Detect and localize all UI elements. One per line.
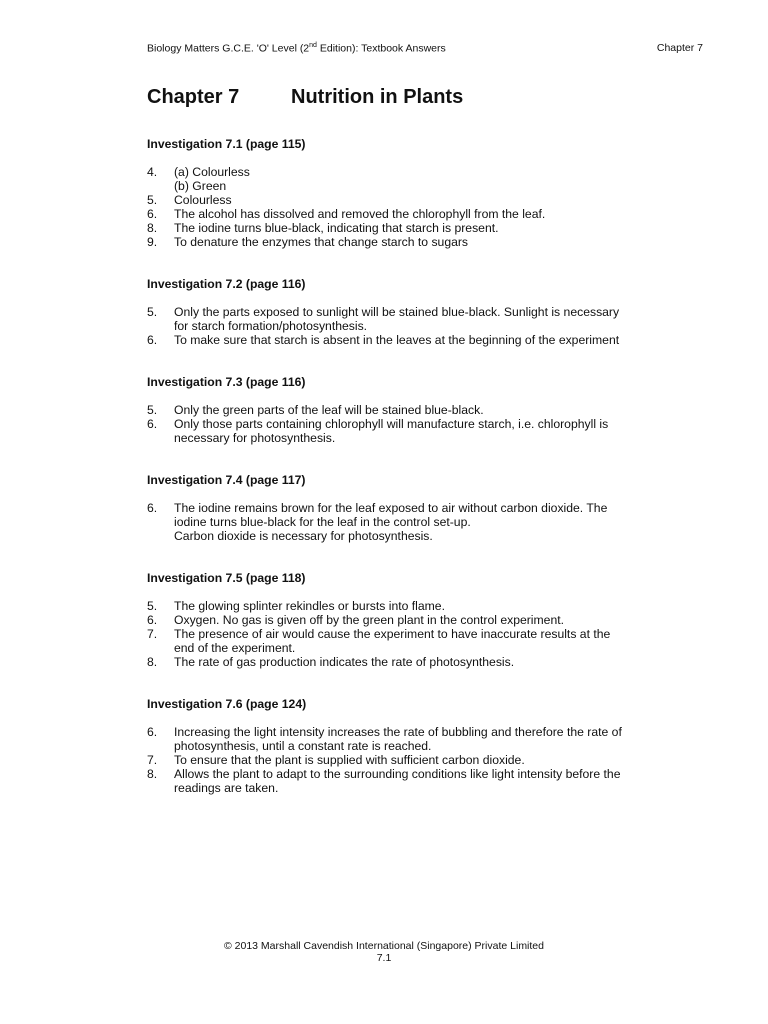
answer-line: The glowing splinter rekindles or bursts into flame. [174, 599, 445, 613]
answer-text [174, 207, 657, 221]
answer-line: (a) Colourless [174, 165, 250, 179]
answer-line: To make sure that starch is absent in the leaves at the beginning of the experiment [174, 333, 620, 347]
answer-number: 5. [147, 193, 158, 207]
answer-line: Oxygen. No gas is given off by the green plant in the control experiment. [174, 613, 564, 627]
answer-text [174, 235, 657, 249]
answer-line: Only the parts exposed to sunlight will be stained blue-black. Sunlight is necessary [174, 305, 620, 319]
answer-text [174, 725, 657, 753]
answer-text [174, 305, 657, 333]
answer-number: 7. [147, 627, 158, 641]
copyright-notice: © 2013 Marshall Cavendish International (Singapore) Private Limited [224, 940, 544, 952]
answer-number: 7. [147, 753, 158, 767]
answer-line: Colourless [174, 193, 232, 207]
answer-line: The iodine turns blue-black, indicating that starch is present. [174, 221, 499, 235]
answer-number: 6. [147, 207, 158, 221]
answer-item [147, 501, 657, 543]
answer-line: Carbon dioxide is necessary for photosynthesis. [174, 529, 433, 543]
header-chapter: Chapter 7 [656, 42, 703, 54]
section-heading: Investigation 7.3 (page 116) [147, 375, 306, 389]
section-heading: Investigation 7.1 (page 115) [147, 137, 306, 151]
answer-line: The rate of gas production indicates the rate of photosynthesis. [174, 655, 515, 669]
answer-line: The iodine remains brown for the leaf exposed to air without carbon dioxide. The [174, 501, 608, 515]
answer-number: 9. [147, 235, 158, 249]
answer-text [174, 221, 657, 235]
answer-line: for starch formation/photosynthesis. [174, 319, 368, 333]
answer-number: 8. [147, 655, 158, 669]
page-title [147, 86, 463, 109]
answer-line: Allows the plant to adapt to the surrounding conditions like light intensity before the [174, 767, 621, 781]
answer-item [147, 613, 657, 627]
answers-body [147, 137, 657, 823]
answer-item [147, 753, 657, 767]
answer-item [147, 417, 657, 445]
page-number: 7.1 [376, 952, 392, 964]
answer-text [174, 403, 657, 417]
section-heading: Investigation 7.6 (page 124) [147, 697, 307, 711]
answer-line: To denature the enzymes that change starch to sugars [174, 235, 469, 249]
answer-line: photosynthesis, until a constant rate is reached. [174, 739, 432, 753]
answer-line: The alcohol has dissolved and removed the chlorophyll from the leaf. [174, 207, 546, 221]
answer-line: readings are taken. [174, 781, 279, 795]
answer-number: 6. [147, 333, 158, 347]
footer [0, 940, 768, 964]
running-header [147, 42, 446, 55]
answer-number: 6. [147, 501, 158, 515]
answer-item [147, 599, 657, 613]
investigation-section [147, 697, 657, 795]
answer-item [147, 207, 657, 221]
investigation-section [147, 571, 657, 669]
investigation-section [147, 375, 657, 445]
answer-item [147, 725, 657, 753]
answer-item [147, 305, 657, 333]
answer-text [174, 193, 657, 207]
answer-text [174, 613, 657, 627]
answer-number: 5. [147, 403, 158, 417]
investigation-section [147, 137, 657, 249]
answer-item [147, 165, 657, 193]
answer-text [174, 599, 657, 613]
answer-item [147, 627, 657, 655]
answer-line: end of the experiment. [174, 641, 296, 655]
answer-line: Only the green parts of the leaf will be stained blue-black. [174, 403, 484, 417]
investigation-section [147, 473, 657, 543]
answer-text [174, 655, 657, 669]
answer-number: 6. [147, 417, 158, 431]
answer-text [174, 501, 657, 543]
chapter-name: Nutrition in Plants [291, 86, 464, 108]
investigation-section [147, 277, 657, 347]
section-heading: Investigation 7.4 (page 117) [147, 473, 306, 487]
answer-line: iodine turns blue-black for the leaf in the control set-up. [174, 515, 471, 529]
answer-text [174, 767, 657, 795]
answer-text [174, 627, 657, 655]
answer-number: 5. [147, 305, 158, 319]
answer-number: 5. [147, 599, 158, 613]
answer-item [147, 193, 657, 207]
answer-item [147, 333, 657, 347]
answer-item [147, 235, 657, 249]
section-heading: Investigation 7.5 (page 118) [147, 571, 306, 585]
answer-number: 6. [147, 725, 158, 739]
answer-line: necessary for photosynthesis. [174, 431, 336, 445]
answer-text [174, 417, 657, 445]
section-heading: Investigation 7.2 (page 116) [147, 277, 306, 291]
header-superscript: nd [309, 42, 317, 49]
answer-item [147, 221, 657, 235]
answer-text [174, 333, 657, 347]
answer-item [147, 767, 657, 795]
answer-item [147, 655, 657, 669]
header-text: Biology Matters G.C.E. 'O' Level (2 [147, 42, 310, 55]
answer-line: The presence of air would cause the experiment to have inaccurate results at the [174, 627, 611, 641]
answer-number: 6. [147, 613, 158, 627]
header-text-end: Edition): Textbook Answers [316, 42, 446, 55]
answer-line: Only those parts containing chlorophyll will manufacture starch, i.e. chlorophyll is [174, 417, 609, 431]
answer-line: To ensure that the plant is supplied with sufficient carbon dioxide. [174, 753, 525, 767]
answer-item [147, 403, 657, 417]
answer-line: Increasing the light intensity increases the rate of bubbling and therefore the rate of [174, 725, 622, 739]
answer-number: 4. [147, 165, 158, 179]
answer-text [174, 165, 657, 193]
answer-number: 8. [147, 221, 158, 235]
answer-line: (b) Green [174, 179, 227, 193]
chapter-number: Chapter 7 [147, 86, 240, 108]
answer-number: 8. [147, 767, 158, 781]
answer-text [174, 753, 657, 767]
